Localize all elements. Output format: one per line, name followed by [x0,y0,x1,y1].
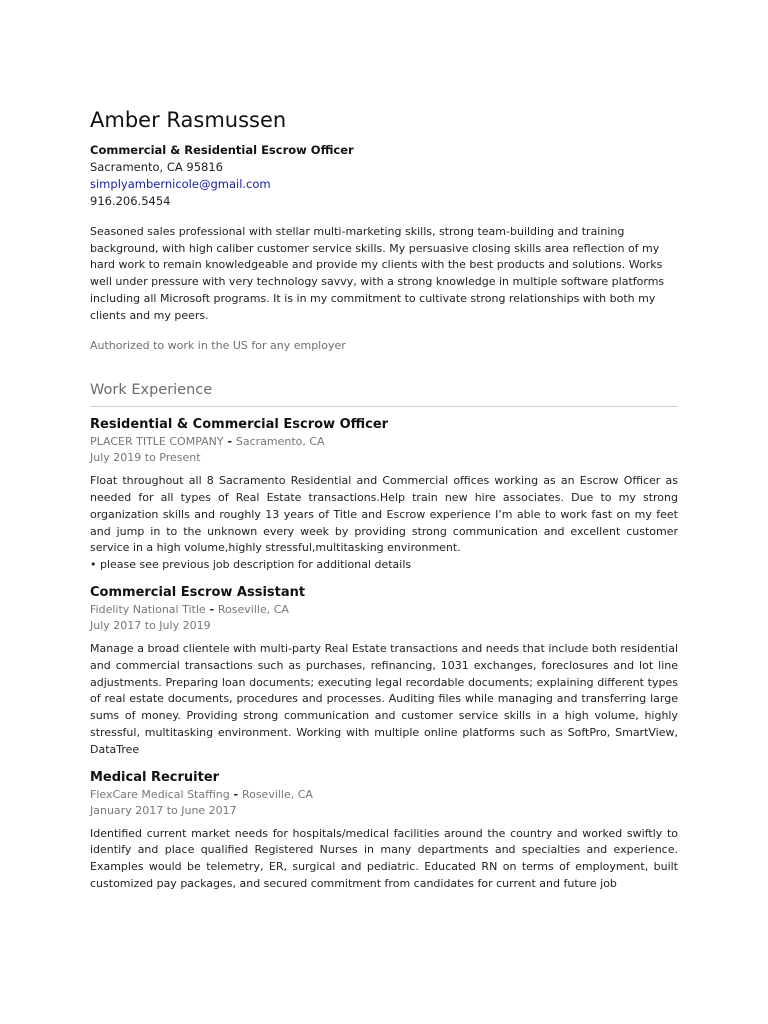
job-entry [90,769,678,893]
job-dates: July 2017 to July 2019 [90,619,211,632]
job-company: FlexCare Medical Staffing [90,787,230,801]
job-location: Roseville, CA [217,603,289,616]
job-description: Identified current market needs for hospitals/medical facilities around the country and worked swiftly to identify and place qualified Registered Nurses in many departments and specialties and experience. Examples would be telemetry, ER, surgical and pediatric. Educated RN on terms of employment, built customized pay packages, and secured commitment from candidates for current and future job [90,826,678,890]
job-title: Residential & Commercial Escrow Officer [90,417,389,433]
job-bullet: • please see previous job description for additional details [90,558,412,572]
candidate-email-link[interactable]: simplyambernicole@gmail.com [90,177,271,191]
job-title: Medical Recruiter [90,769,220,785]
job-dates: July 2019 to Present [90,451,201,465]
candidate-location: Sacramento, CA 95816 [90,160,224,174]
job-description: Manage a broad clientele with multi-party Real Estate transactions and needs that include both residential and commercial transactions such as purchases, refinancing, 1031 exchanges, foreclosures and lot line adjustments. Preparing loan documents; executing legal recordable documents; explaining different types of real estate documents, procedures and processes. Auditing files while managing and transferring large sums of money. Providing strong communication and customer service skills in a high volume, highly stressful, multitasking environment. Working with multiple online platforms such as SoftPro, SmartView, DataTree [90,642,678,756]
job-separator: - [229,787,242,801]
job-dates: January 2017 to June 2017 [90,803,237,817]
job-title: Commercial Escrow Assistant [90,585,306,600]
job-company-line [90,787,678,803]
job-location: Roseville, CA [241,787,313,801]
work-authorization: Authorized to work in the US for any employer [90,339,346,353]
candidate-headline: Commercial & Residential Escrow Officer [90,143,354,157]
job-company-line [90,434,678,450]
job-company: Fidelity National Title [90,603,206,616]
job-separator: - [205,603,218,616]
work-experience-heading: Work Experience [90,380,678,407]
candidate-email-line [90,176,678,193]
job-entry [90,584,678,759]
job-description: Float throughout all 8 Sacramento Residential and Commercial offices working as an Escrow Officer as needed for all types of Real Estate transactions.Help train new hire associates. Due to my strong organization skills and roughly 13 years of Title and Escrow experience I’m able to work fast on my feet and jump in to the unknown every week by providing strong communication and excellent customer service in a high volume,highly stressful,multitasking environment. [90,474,678,555]
candidate-name: Amber Rasmussen [90,108,287,132]
job-entry [90,416,678,574]
job-location: Sacramento, CA [235,435,325,449]
job-company: PLACER TITLE COMPANY [90,435,224,449]
candidate-phone: 916.206.5454 [90,194,171,208]
professional-summary: Seasoned sales professional with stellar multi-marketing skills, strong team-building and training background, with high caliber customer service skills. My persuasive closing skills area reflection of my hard work to remain knowledgeable and provide my clients with the best products and solutions. Works well under pressure with very technology savvy, with a strong knowledge in multiple software platforms including all Microsoft programs. It is in my commitment to cultivate strong relationships with both my clients and my peers. [90,225,665,322]
job-separator: - [223,435,236,449]
job-company-line [90,602,678,618]
